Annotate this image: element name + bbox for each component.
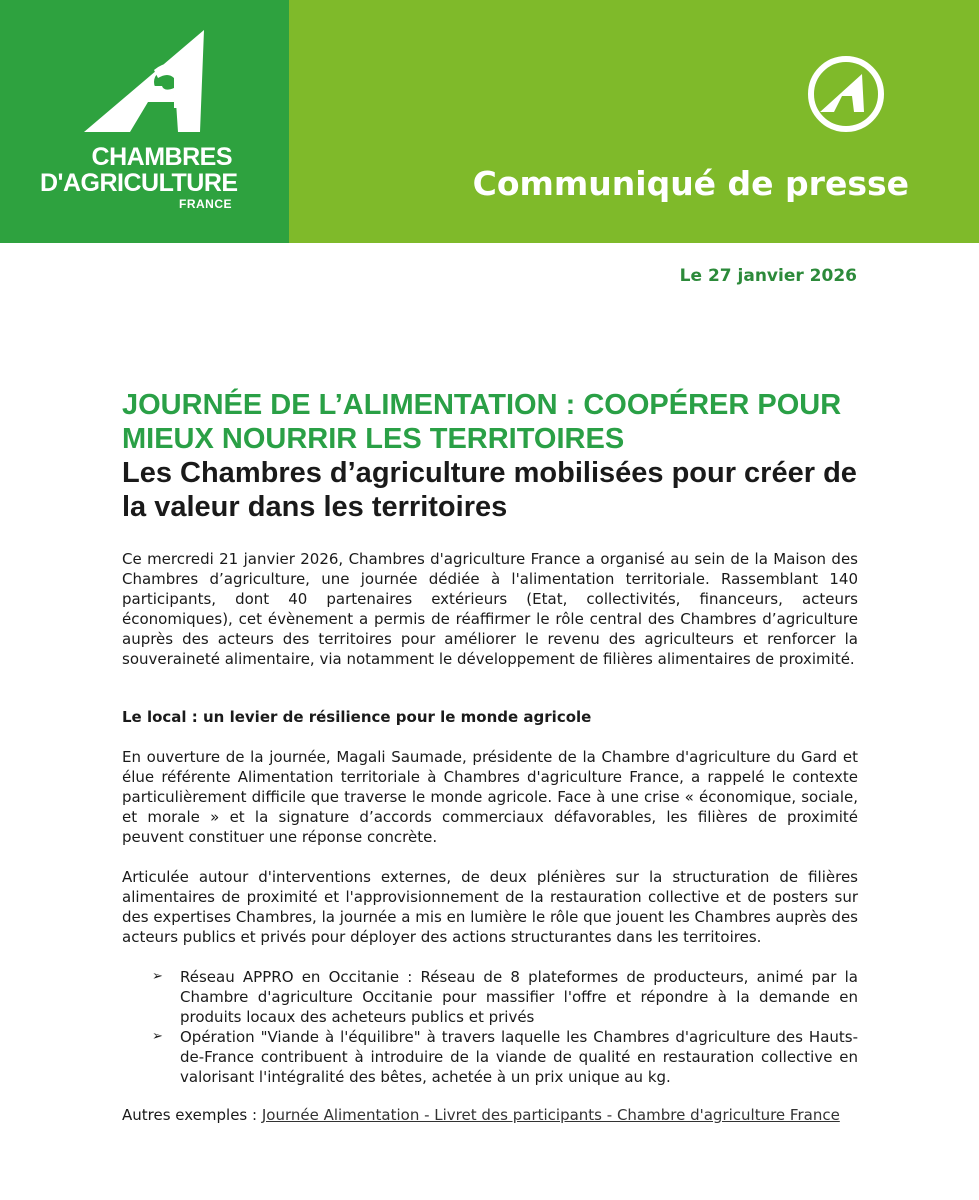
list-item-text: Réseau APPRO en Occitanie : Réseau de 8 plateformes de producteurs, animé par la Chambre d'agriculture Occitanie pour massifier l'offre et répondre à la demande en produits locaux des acheteurs publics et privés bbox=[180, 968, 858, 1026]
logo-line-france: FRANCE bbox=[179, 197, 232, 211]
list-item-text: Opération "Viande à l'équilibre" à travers laquelle les Chambres d'agriculture des Hauts-de-France contribuent à introduire de la viande de qualité en restauration collective en valorisant l'intégralité des bêtes, achetée à un prix unique au kg. bbox=[180, 1028, 858, 1086]
list-item bbox=[152, 1027, 858, 1087]
headline: JOURNÉE DE L’ALIMENTATION : COOPÉRER POUR MIEUX NOURRIR LES TERRITOIRES bbox=[122, 389, 842, 455]
arrow-bullet-icon: ➢ bbox=[152, 969, 163, 984]
chambres-agriculture-logo-icon bbox=[84, 28, 214, 136]
section-title: Le local : un levier de résilience pour le monde agricole bbox=[122, 708, 592, 726]
circle-logo-icon bbox=[806, 54, 886, 134]
paragraph-opening: En ouverture de la journée, Magali Saumade, présidente de la Chambre d'agriculture du Gard et élue référente Alimentation territoriale à Chambres d'agriculture France, a rappelé le contexte particulièrement difficile que traverse le monde agricole. Face à une crise « économique, sociale, et morale » et la signature d’accords commerciaux défavorables, les filières de proximité peuvent constituer une réponse concrète. bbox=[122, 748, 858, 846]
logo-line-agriculture: D'AGRICULTURE bbox=[40, 169, 238, 197]
arrow-bullet-icon: ➢ bbox=[152, 1029, 163, 1044]
other-examples bbox=[122, 1105, 858, 1125]
participants-booklet-link[interactable]: Journée Alimentation - Livret des participants - Chambre d'agriculture France bbox=[261, 1106, 840, 1124]
intro-paragraph: Ce mercredi 21 janvier 2026, Chambres d'agriculture France a organisé au sein de la Maison des Chambres d’agriculture, une journée dédiée à l'alimentation territoriale. Rassemblant 140 participants, dont 40 partenaires extérieurs (Etat, collectivités, financeurs, acteurs économiques), cet évènement a permis de réaffirmer le rôle central des Chambres d’agriculture auprès des acteurs des territoires pour améliorer le revenu des agriculteurs et renforcer la souveraineté alimentaire, via notamment le développement de filières alimentaires de proximité. bbox=[122, 550, 858, 668]
release-date: Le 27 janvier 2026 bbox=[679, 266, 857, 286]
article-content bbox=[122, 388, 858, 1125]
logo-panel bbox=[0, 0, 289, 243]
other-examples-label: Autres exemples : bbox=[122, 1106, 262, 1124]
title-panel bbox=[289, 0, 979, 243]
subheadline: Les Chambres d’agriculture mobilisées pour créer de la valeur dans les territoires bbox=[122, 457, 857, 523]
press-release-title: Communiqué de presse bbox=[472, 164, 909, 203]
logo-line-chambres: CHAMBRES bbox=[91, 143, 232, 171]
logo-text bbox=[40, 143, 238, 212]
examples-list bbox=[122, 967, 858, 1087]
paragraph-structure: Articulée autour d'interventions externes, de deux plénières sur la structuration de filières alimentaires de proximité et l'approvisionnement de la restauration collective et de posters sur des expertises Chambres, la journée a mis en lumière le rôle que jouent les Chambres auprès des acteurs publics et privés pour déployer des actions structurantes dans les territoires. bbox=[122, 868, 858, 946]
list-item bbox=[152, 967, 858, 1027]
header-banner bbox=[0, 0, 979, 243]
